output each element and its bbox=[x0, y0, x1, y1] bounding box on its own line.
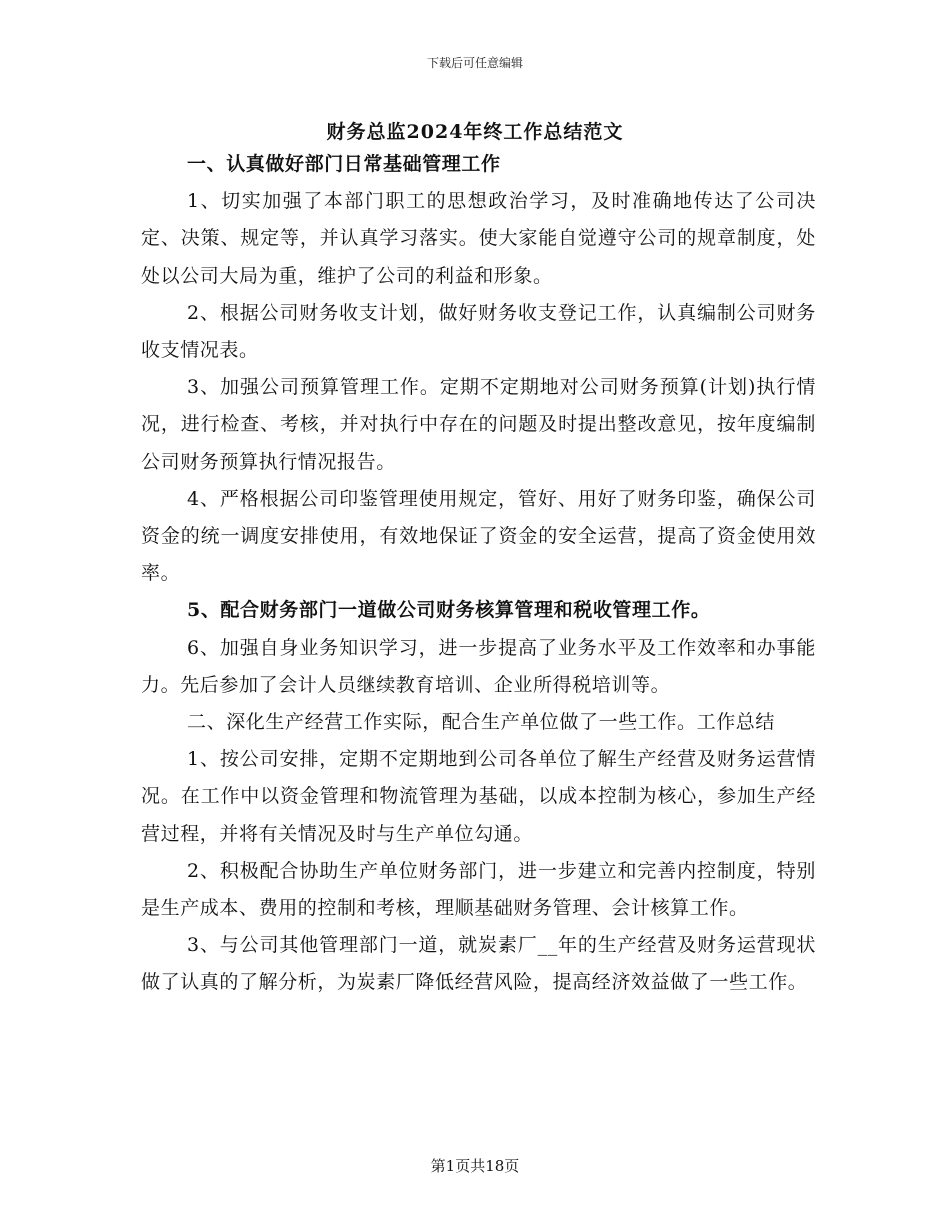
paragraph-1-1: 1、切实加强了本部门职工的思想政治学习，及时准确地传达了公司决定、决策、规定等，并认真学习落实。使大家能自觉遵守公司的规章制度，处处以公司大局为重，维护了公司的利益和形象。 bbox=[141, 190, 816, 287]
paragraph-1-5: 5、配合财务部门一道做公司财务核算管理和税收管理工作。 bbox=[187, 599, 711, 622]
document-title: 财务总监2024年终工作总结范文 bbox=[326, 121, 624, 143]
paragraph-1-3: 3、加强公司预算管理工作。定期不定期地对公司财务预算(计划)执行情况，进行检查、考核，并对执行中存在的问题及时提出整改意见，按年度编制公司财务预算执行情况报告。 bbox=[141, 376, 816, 473]
paragraph-1-2: 2、根据公司财务收支计划，做好财务收支登记工作，认真编制公司财务收支情况表。 bbox=[141, 301, 816, 362]
paragraph-1-4: 4、严格根据公司印鉴管理使用规定，管好、用好了财务印鉴，确保公司资金的统一调度安排使用，有效地保证了资金的安全运营，提高了资金使用效率。 bbox=[141, 487, 816, 585]
header-note: 下载后可任意编辑 bbox=[426, 56, 523, 70]
document-body bbox=[141, 146, 816, 1002]
paragraph-2-1: 1、按公司安排，定期不定期地到公司各单位了解生产经营及财务运营情况。在工作中以资金管理和物流管理为基础，以成本控制为核心，参加生产经营过程，并将有关情况及时与生产单位勾通。 bbox=[141, 748, 816, 845]
paragraph-2-3: 3、与公司其他管理部门一道，就炭素厂__年的生产经营及财务运营现状做了认真的了解分析，为炭素厂降低经营风险，提高经济效益做了一些工作。 bbox=[141, 934, 816, 994]
page-footer: 第1页共18页 bbox=[430, 1157, 520, 1175]
section-heading-1: 一、认真做好部门日常基础管理工作 bbox=[187, 153, 501, 175]
paragraph-1-6: 6、加强自身业务知识学习，进一步提高了业务水平及工作效率和办事能力。先后参加了会计人员继续教育培训、企业所得税培训等。 bbox=[141, 636, 816, 696]
section-heading-2: 二、深化生产经营工作实际，配合生产单位做了一些工作。工作总结 bbox=[187, 711, 776, 734]
paragraph-2-2: 2、积极配合协助生产单位财务部门，进一步建立和完善内控制度，特别是生产成本、费用的控制和考核，理顺基础财务管理、会计核算工作。 bbox=[141, 859, 816, 920]
